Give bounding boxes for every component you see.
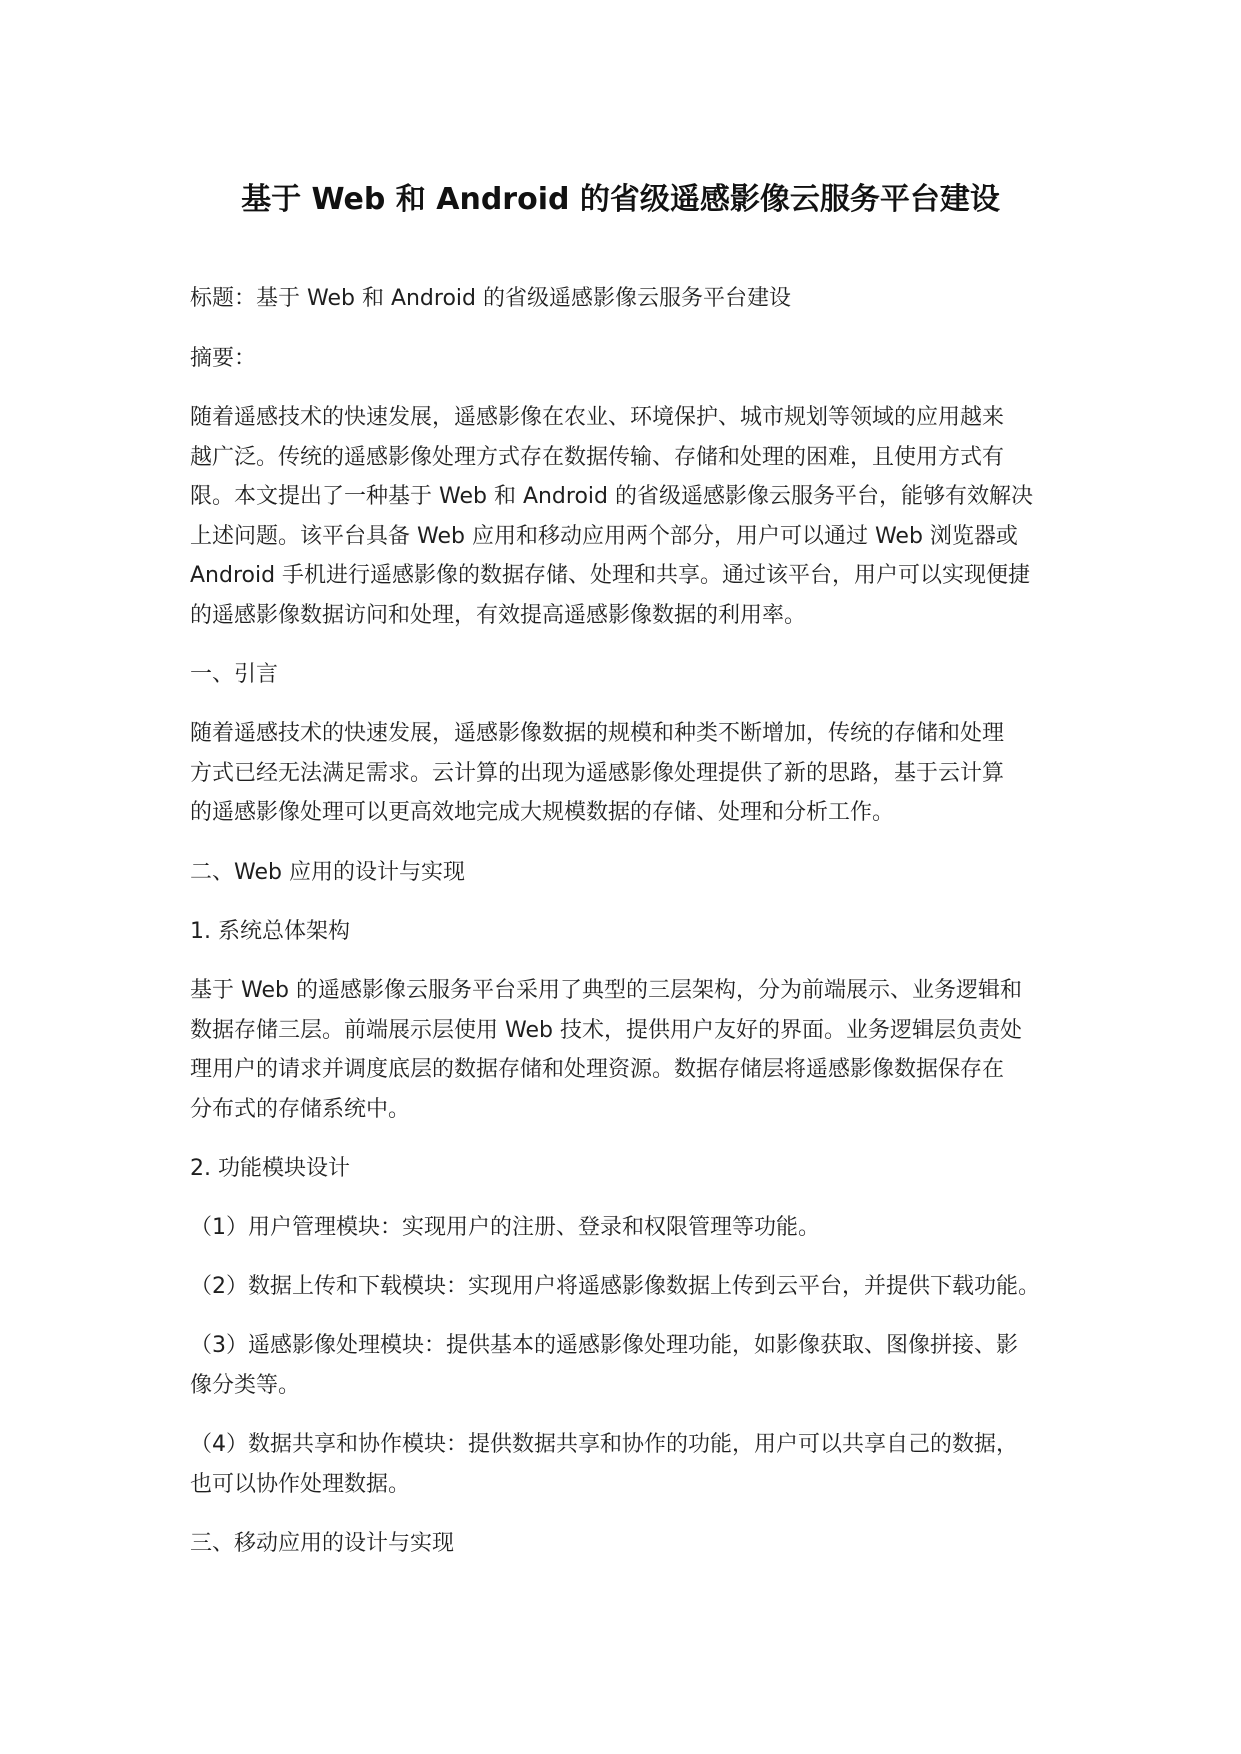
text-line: 上述问题。该平台具备 Web 应用和移动应用两个部分，用户可以通过 Web 浏览器或 (190, 523, 1018, 549)
subsection-heading-modules: 2. 功能模块设计 (190, 1156, 350, 1181)
section-heading-mobile: 三、移动应用的设计与实现 (190, 1531, 455, 1556)
intro-paragraph (190, 714, 1060, 833)
text-line: 的遥感影像处理可以更高效地完成大规模数据的存储、处理和分析工作。 (190, 800, 895, 825)
text-line: （4）数据共享和协作模块：提供数据共享和协作的功能，用户可以共享自己的数据， (190, 1432, 1018, 1457)
text-line: 的遥感影像数据访问和处理，有效提高遥感影像数据的利用率。 (190, 602, 807, 628)
subsection-heading-architecture: 1. 系统总体架构 (190, 919, 350, 944)
text-line: 分布式的存储系统中。 (190, 1096, 411, 1122)
section-heading-intro: 一、引言 (190, 662, 279, 687)
architecture-paragraph (190, 971, 1060, 1129)
text-line: 随着遥感技术的快速发展，遥感影像数据的规模和种类不断增加，传统的存储和处理 (190, 721, 1005, 746)
text-line: 限。本文提出了一种基于 Web 和 Android 的省级遥感影像云服务平台，能够有效解决 (190, 484, 1033, 509)
module-item-4 (190, 1425, 1060, 1504)
text-line: 也可以协作处理数据。 (190, 1471, 411, 1497)
text-line: Android 手机进行遥感影像的数据存储、处理和共享。通过该平台，用户可以实现便捷 (190, 563, 1031, 588)
text-line: 基于 Web 的遥感影像云服务平台采用了典型的三层架构，分为前端展示、业务逻辑和 (190, 978, 1022, 1003)
abstract-paragraph (190, 398, 1060, 635)
meta-title-line: 标题：基于 Web 和 Android 的省级遥感影像云服务平台建设 (190, 286, 791, 311)
text-line: 越广泛。传统的遥感影像处理方式存在数据传输、存储和处理的困难，且使用方式有 (190, 444, 1005, 470)
text-line: 理用户的请求并调度底层的数据存储和处理资源。数据存储层将遥感影像数据保存在 (190, 1057, 1005, 1082)
text-line: 像分类等。 (190, 1372, 301, 1398)
text-line: 数据存储三层。前端展示层使用 Web 技术，提供用户友好的界面。业务逻辑层负责处 (190, 1017, 1022, 1043)
text-line: 随着遥感技术的快速发展，遥感影像在农业、环境保护、城市规划等领域的应用越来 (190, 405, 1005, 430)
module-item-1: （1）用户管理模块：实现用户的注册、登录和权限管理等功能。 (190, 1215, 820, 1240)
text-line: 方式已经无法满足需求。云计算的出现为遥感影像处理提供了新的思路，基于云计算 (190, 760, 1005, 786)
text-line: （3）遥感影像处理模块：提供基本的遥感影像处理功能，如影像获取、图像拼接、影 (190, 1333, 1018, 1358)
abstract-heading: 摘要： (190, 346, 257, 371)
section-heading-web: 二、Web 应用的设计与实现 (190, 860, 465, 885)
module-item-3 (190, 1326, 1060, 1405)
document-title: 基于 Web 和 Android 的省级遥感影像云服务平台建设 (241, 182, 1000, 217)
module-item-2: （2）数据上传和下载模块：实现用户将遥感影像数据上传到云平台，并提供下载功能。 (190, 1274, 1040, 1299)
